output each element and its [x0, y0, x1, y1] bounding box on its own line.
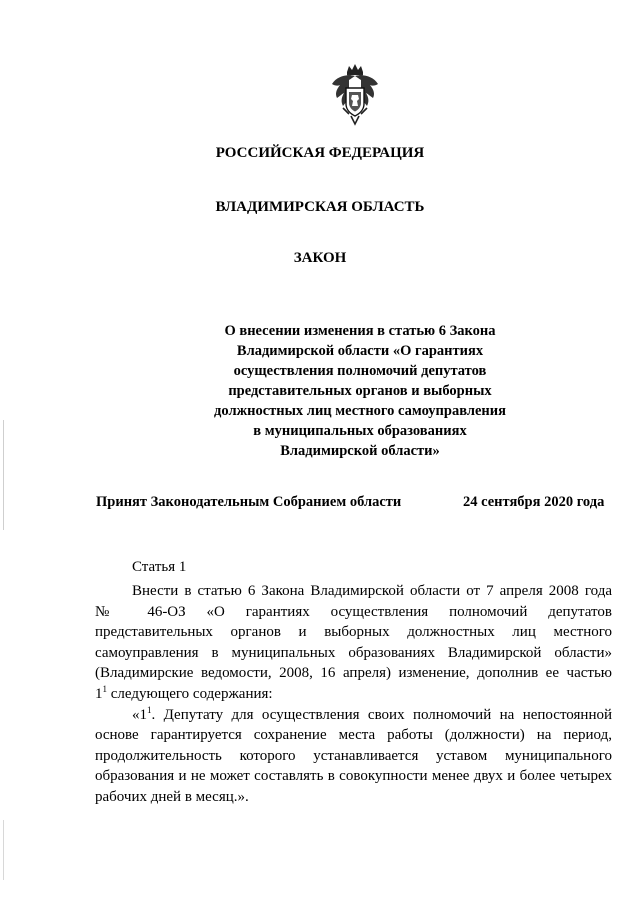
superscript: 1 [102, 683, 107, 694]
law-title-line: в муниципальных образованиях [253, 423, 467, 439]
article-line: самоуправления в муниципальных образованиях Владимирской области» [95, 644, 612, 661]
article-line: рабочих дней в месяц.». [95, 788, 249, 805]
article-line: № 46-ОЗ «О гарантиях осуществления полномочий депутатов [95, 603, 612, 620]
country-heading: РОССИЙСКАЯ ФЕДЕРАЦИЯ [215, 145, 425, 161]
article-line: образования и не может составлять в совокупности менее двух и более четырех [95, 768, 612, 785]
superscript: 1 [147, 704, 152, 715]
law-title-line: представительных органов и выборных [228, 383, 492, 399]
law-title-line: О внесении изменения в статью 6 Закона [224, 323, 496, 339]
article-line: продолжительность которого устанавливается уставом муниципального [95, 747, 612, 764]
law-title-line: Владимирской области «О гарантиях [236, 343, 484, 359]
scan-edge-mark [3, 820, 4, 880]
article-heading: Статья 1 [132, 559, 187, 575]
article-body [95, 581, 612, 808]
law-title-line: осуществления полномочий депутатов [233, 363, 487, 379]
article-line: основе гарантируется сохранение места работы (должности) на период, [95, 727, 612, 744]
law-title-line: должностных лиц местного самоуправления [214, 403, 506, 419]
coat-of-arms-emblem [329, 64, 381, 126]
adoption-date: 24 сентября 2020 года [463, 494, 605, 510]
law-title [160, 321, 560, 461]
adoption-text: Принят Законодательным Собранием области [96, 494, 402, 510]
document-type-heading: ЗАКОН [293, 250, 347, 266]
article-line: представительных органов и выборных должностных лиц местного [95, 624, 612, 641]
article-line: Внести в статью 6 Закона Владимирской области от 7 апреля 2008 года [132, 583, 612, 599]
article-line: «$1^1$. Депутату для осуществления своих полномочий на непостоянной [132, 704, 612, 723]
region-heading: ВЛАДИМИРСКАЯ ОБЛАСТЬ [215, 199, 425, 215]
law-title-line: Владимирской области» [280, 443, 440, 459]
article-line: (Владимирские ведомости, 2008, 16 апреля) изменение, дополнив ее частью [95, 665, 612, 682]
article-line: $1^1$ следующего содержания: [95, 683, 273, 702]
scan-edge-mark [3, 420, 4, 530]
